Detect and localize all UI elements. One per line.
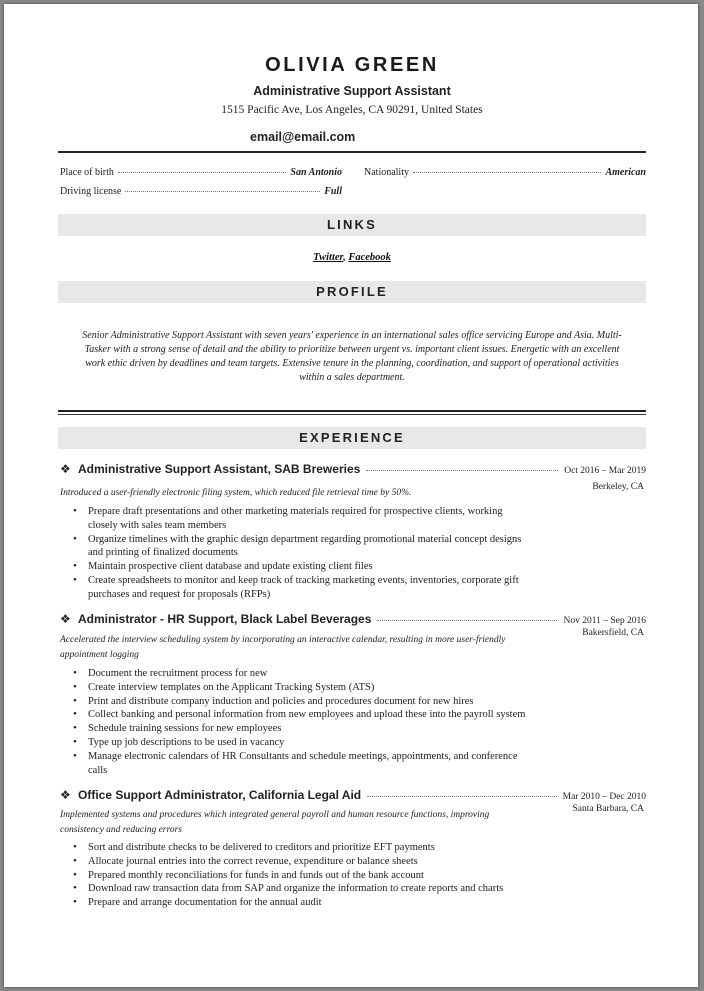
list-item: • Create spreadsheets to monitor and keep track of tracking marketing events, inventories, corporate gift purchases and request for proposals (RFPs)	[73, 574, 523, 602]
candidate-email[interactable]: email@email.com	[250, 130, 356, 144]
job-title: Administrator - HR Support, Black Label Beverages	[78, 612, 372, 626]
nationality-value: American	[605, 167, 646, 178]
diamond-bullet-icon: ❖	[60, 788, 71, 802]
list-item: • Print and distribute company induction and policies and procedures document for new hires	[73, 695, 528, 709]
job-dates: Mar 2010 – Dec 2010	[562, 792, 646, 802]
leader-dots	[377, 620, 557, 621]
leader-dots	[125, 191, 320, 192]
job-entry-title-row	[60, 612, 646, 626]
twitter-link[interactable]: Twitter	[313, 252, 344, 263]
list-item: • Create interview templates on the Applicant Tracking System (ATS)	[73, 681, 528, 695]
list-item: • Collect banking and personal information from new employees and upload these into the payroll system	[73, 708, 528, 722]
job-title: Office Support Administrator, California Legal Aid	[78, 788, 362, 802]
job-summary: Implemented systems and procedures which integrated general payroll and human resource functions, improving consistency and reducing errors	[60, 810, 490, 835]
license-row	[60, 186, 342, 197]
candidate-name: OLIVIA GREEN	[265, 54, 439, 76]
candidate-address: 1515 Pacific Ave, Los Angeles, CA 90291, United States	[221, 104, 483, 116]
license-value: Full	[324, 186, 342, 197]
job-location: Bakersfield, CA	[582, 628, 644, 638]
leader-dots	[413, 172, 601, 173]
profile-summary: Senior Administrative Support Assistant with seven years' experience in an international sales office servicing Europe and Asia. Multi-Tasker with a strong sense of detail and the ability to prioritize between urgent vs. important client issues. Energetic with an excellent work ethic driven by deadlines and team targets. Extensive tenure in the planning, coordination, and support of operational activities within a sales department.	[82, 330, 622, 383]
profile-divider-bottom	[58, 414, 646, 415]
candidate-job-title: Administrative Support Assistant	[253, 84, 451, 98]
birth-label: Place of birth	[60, 167, 114, 178]
list-item: • Prepare and arrange documentation for the annual audit	[73, 896, 543, 910]
diamond-bullet-icon: ❖	[60, 462, 71, 476]
nationality-label: Nationality	[364, 167, 409, 178]
links-heading: LINKS	[327, 217, 377, 232]
list-item: • Document the recruitment process for new	[73, 667, 528, 681]
links-separator: ,	[343, 252, 349, 263]
job-duties-list	[73, 841, 543, 910]
leader-dots	[118, 172, 287, 173]
job-dates: Oct 2016 – Mar 2019	[564, 466, 646, 476]
job-summary: Introduced a user-friendly electronic filing system, which reduced file retrieval time by 50%.	[60, 488, 412, 498]
list-item: • Sort and distribute checks to be delivered to creditors and prioritize EFT payments	[73, 841, 543, 855]
job-title: Administrative Support Assistant, SAB Breweries	[78, 462, 361, 476]
list-item: • Prepare draft presentations and other marketing materials required for prospective clients, working closely with sales team members	[73, 505, 523, 533]
list-item: • Maintain prospective client database and update existing client files	[73, 560, 523, 574]
links-list	[0, 252, 704, 263]
job-entry-title-row	[60, 462, 646, 476]
header-divider	[58, 151, 646, 153]
job-dates: Nov 2011 – Sep 2016	[563, 616, 646, 626]
license-label: Driving license	[60, 186, 122, 197]
leader-dots	[367, 796, 556, 797]
facebook-link[interactable]: Facebook	[348, 252, 391, 263]
profile-divider-top	[58, 410, 646, 412]
diamond-bullet-icon: ❖	[60, 612, 71, 626]
job-location: Santa Barbara, CA	[572, 804, 644, 814]
experience-heading: EXPERIENCE	[299, 430, 405, 445]
job-duties-list	[73, 667, 528, 777]
list-item: • Organize timelines with the graphic design department regarding promotional material concept designs and printing of finalized documents	[73, 533, 523, 561]
list-item: • Type up job descriptions to be used in vacancy	[73, 736, 528, 750]
list-item: • Allocate journal entries into the correct revenue, expenditure or balance sheets	[73, 855, 543, 869]
birth-row	[60, 167, 342, 178]
list-item: • Manage electronic calendars of HR Consultants and schedule meetings, appointments, and conference calls	[73, 750, 528, 778]
nationality-row	[364, 167, 646, 178]
job-duties-list	[73, 505, 523, 602]
profile-heading: PROFILE	[316, 284, 388, 299]
list-item: • Prepared monthly reconciliations for funds in and funds out of the bank account	[73, 869, 543, 883]
list-item: • Download raw transaction data from SAP and organize the information to create reports and charts	[73, 882, 543, 896]
birth-value: San Antonio	[290, 167, 342, 178]
job-entry-title-row	[60, 788, 646, 802]
list-item: • Schedule training sessions for new employees	[73, 722, 528, 736]
job-summary: Accelerated the interview scheduling system by incorporating an interactive calendar, resulting in more user-friendly appointment logging	[60, 635, 506, 660]
job-location: Berkeley, CA	[592, 482, 644, 492]
leader-dots	[366, 470, 558, 471]
